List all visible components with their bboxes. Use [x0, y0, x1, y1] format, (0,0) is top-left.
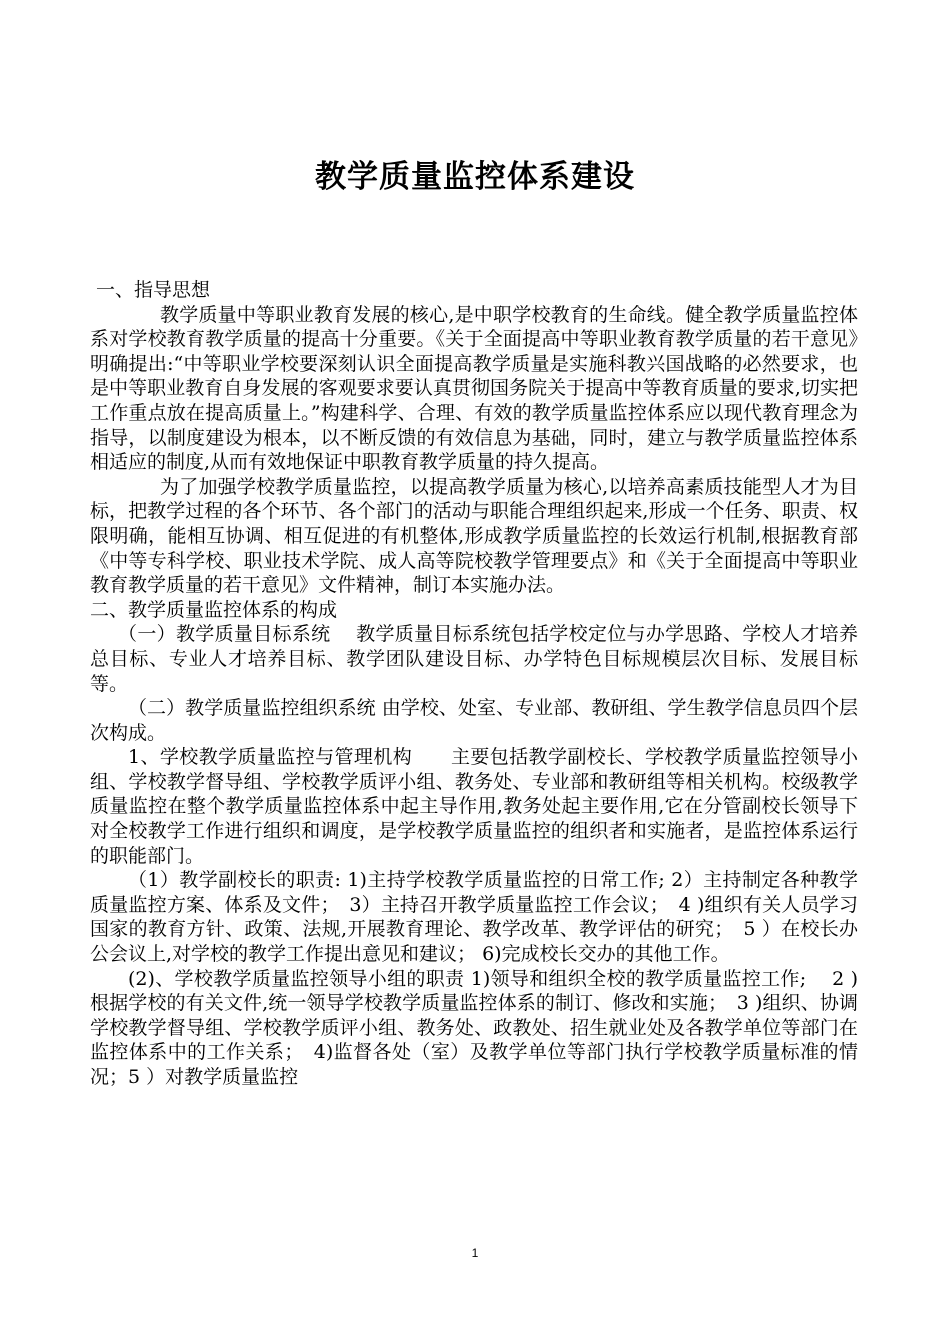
- page-number: 1: [471, 1246, 479, 1260]
- paragraph-core-of-quality: 教学质量中等职业教育发展的核心,是中职学校教育的生命线。健全教学质量监控体系对学校教育教学质量的提高十分重要。《关于全面提高中等职业教育教学质量的若干意见》明确提出:“中等职业学校要深刻认识全面提高教学质量是实施科教兴国战略的必然要求，也是中等职业教育自身发展的客观要求要认真贯彻国务院关于提高中等教育质量的要求,切实把工作重点放在提高质量上。”构建科学、合理、有效的教学质量监控体系应以现代教育理念为指导，以制度建设为根本，以不断反馈的有效信息为基础，同时，建立与教学质量监控体系相适应的制度,从而有效地保证中职教育教学质量的持久提高。: [90, 303, 858, 474]
- paragraph-vice-principal-duties: （1）教学副校长的职责: 1)主持学校教学质量监控的日常工作; 2）主持制定各种教学质量监控方案、体系及文件； 3）主持召开教学质量监控工作会议； 4 )组织有关人员学习国家的教育方针、政策、法规,开展教育理论、教学改革、教学评估的研究； 5 ）在校长办公会议上,对学校的教学工作提出意见和建议； 6)完成校长交办的其他工作。: [90, 869, 858, 966]
- paragraph-quality-target-system: （一）教学质量目标系统 教学质量目标系统包括学校定位与办学思路、学校人才培养总目标、专业人才培养目标、教学团队建设目标、办学特色目标规模层次目标、发展目标等。: [90, 623, 858, 695]
- paragraph-school-monitoring-body: 1、学校教学质量监控与管理机构 主要包括教学副校长、学校教学质量监控领导小组、学校教学督导组、学校教学质评小组、教务处、专业部和教研组等相关机构。校级教学质量监控在整个教学质量监控体系中起主导作用,教务处起主要作用,它在分管副校长领导下对全校教学工作进行组织和调度，是学校教学质量监控的组织者和实施者，是监控体系运行的职能部门。: [90, 746, 858, 867]
- document-title: 教学质量监控体系建设: [315, 159, 635, 195]
- paragraph-monitoring-organization: （二）教学质量监控组织系统 由学校、处室、专业部、教研组、学生教学信息员四个层次构成。: [90, 697, 858, 744]
- section-heading-system-structure: 二、教学质量监控体系的构成: [90, 598, 338, 621]
- paragraph-leading-group-duties: (2)、学校教学质量监控领导小组的职责 1)领导和组织全校的教学质量监控工作; 2 )根据学校的有关文件,统一领导学校教学质量监控体系的制订、修改和实施； 3 )组织、协调学校教学督导组、学校教学质评小组、教务处、政教处、招生就业处及各教学单位等部门在监控体系中的工作关系； 4)监督各处（室）及教学单位等部门执行学校教学质量标准的情况；5 ）对教学质量监控: [90, 967, 858, 1088]
- document-body: [90, 278, 858, 1090]
- section-heading-guiding-ideology: 一、指导思想: [96, 279, 211, 301]
- paragraph-purpose: 为了加强学校教学质量监控，以提高教学质量为核心,以培养高素质技能型人才为目标，把教学过程的各个环节、各个部门的活动与职能合理组织起来,形成一个任务、职责、权限明确，能相互协调、相互促进的有机整体,形成教学质量监控的长效运行机制,根据教育部《中等专科学校、职业技术学院、成人高等院校教学管理要点》和《关于全面提高中等职业教育教学质量的若干意见》文件精神，制订本实施办法。: [90, 475, 858, 597]
